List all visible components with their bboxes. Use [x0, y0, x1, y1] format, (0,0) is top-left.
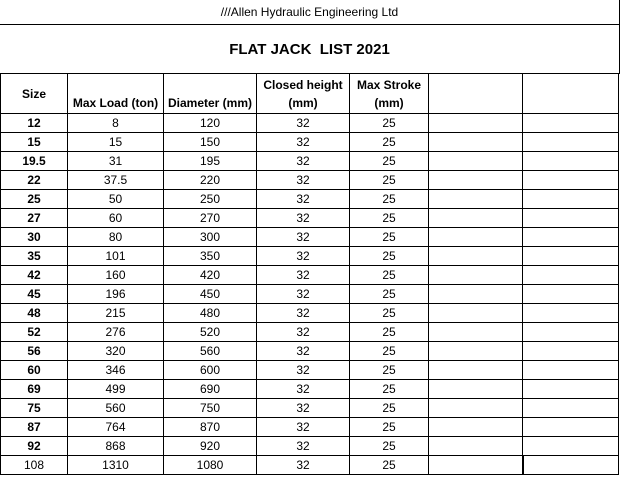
cell-diameter[interactable]: 220 — [164, 171, 257, 190]
column-header-diameter[interactable]: Diameter (mm) — [164, 74, 257, 114]
table-row — [1, 361, 619, 380]
cell-size[interactable]: 19.5 — [1, 152, 68, 171]
cell-closed-height[interactable]: 32 — [257, 171, 350, 190]
cell-diameter[interactable]: 450 — [164, 285, 257, 304]
cell-closed-height[interactable]: 32 — [257, 190, 350, 209]
closed-height-label: Closed height — [263, 77, 343, 92]
cell-max-load[interactable]: 215 — [68, 304, 164, 323]
cell-size[interactable]: 75 — [1, 399, 68, 418]
cell-max-stroke[interactable]: 25 — [350, 190, 429, 209]
cell-closed-height[interactable]: 32 — [257, 380, 350, 399]
cell-max-load[interactable]: 868 — [68, 437, 164, 456]
cell-closed-height[interactable]: 32 — [257, 247, 350, 266]
cell-size[interactable]: 69 — [1, 380, 68, 399]
table-row — [1, 456, 619, 475]
table-row — [1, 323, 619, 342]
cell-closed-height[interactable]: 32 — [257, 399, 350, 418]
cell-max-load[interactable]: 8 — [68, 114, 164, 133]
cell-closed-height[interactable]: 32 — [257, 133, 350, 152]
company-name: ///Allen Hydraulic Engineering Ltd — [0, 0, 620, 25]
cell-empty[interactable] — [523, 361, 619, 380]
cell-closed-height[interactable]: 32 — [257, 456, 350, 475]
cell-empty[interactable] — [429, 380, 523, 399]
cell-max-stroke[interactable]: 25 — [350, 133, 429, 152]
cell-empty[interactable] — [429, 361, 523, 380]
cell-empty[interactable] — [429, 133, 523, 152]
table-body — [1, 114, 619, 475]
cell-size[interactable]: 108 — [1, 456, 68, 475]
cell-closed-height[interactable]: 32 — [257, 152, 350, 171]
cell-empty[interactable] — [523, 228, 619, 247]
cell-size[interactable]: 87 — [1, 418, 68, 437]
cell-size[interactable]: 12 — [1, 114, 68, 133]
cell-empty[interactable] — [429, 171, 523, 190]
table-row — [1, 418, 619, 437]
cell-empty[interactable] — [523, 133, 619, 152]
cell-empty[interactable] — [523, 114, 619, 133]
table-row — [1, 114, 619, 133]
cell-size[interactable]: 60 — [1, 361, 68, 380]
table-row — [1, 152, 619, 171]
cell-max-stroke[interactable]: 25 — [350, 228, 429, 247]
cell-max-load[interactable]: 37.5 — [68, 171, 164, 190]
cell-empty[interactable] — [523, 209, 619, 228]
cell-empty[interactable] — [523, 418, 619, 437]
cell-diameter[interactable]: 1080 — [164, 456, 257, 475]
cell-diameter[interactable]: 920 — [164, 437, 257, 456]
cell-diameter[interactable]: 690 — [164, 380, 257, 399]
cell-max-stroke[interactable]: 25 — [350, 380, 429, 399]
column-header-size[interactable]: Size — [1, 74, 68, 114]
cell-diameter[interactable]: 350 — [164, 247, 257, 266]
cell-max-load[interactable]: 346 — [68, 361, 164, 380]
cell-empty[interactable] — [523, 342, 619, 361]
cell-max-stroke[interactable]: 25 — [350, 114, 429, 133]
cell-empty[interactable] — [523, 247, 619, 266]
cell-closed-height[interactable]: 32 — [257, 228, 350, 247]
cell-empty[interactable] — [429, 247, 523, 266]
cell-max-stroke[interactable]: 25 — [350, 171, 429, 190]
cell-closed-height[interactable]: 32 — [257, 266, 350, 285]
cell-max-load[interactable]: 80 — [68, 228, 164, 247]
cell-empty[interactable] — [523, 304, 619, 323]
table-row — [1, 266, 619, 285]
cell-max-stroke[interactable]: 25 — [350, 152, 429, 171]
cell-max-stroke[interactable]: 25 — [350, 209, 429, 228]
cell-diameter[interactable]: 520 — [164, 323, 257, 342]
cell-max-load[interactable]: 764 — [68, 418, 164, 437]
cell-max-stroke[interactable]: 25 — [350, 247, 429, 266]
cell-size[interactable]: 45 — [1, 285, 68, 304]
cell-closed-height[interactable]: 32 — [257, 304, 350, 323]
cell-empty[interactable] — [523, 285, 619, 304]
column-header-max-stroke[interactable] — [350, 74, 429, 114]
cell-empty[interactable] — [429, 437, 523, 456]
cell-closed-height[interactable]: 32 — [257, 361, 350, 380]
max-stroke-unit: (mm) — [374, 95, 404, 110]
cell-max-load[interactable]: 60 — [68, 209, 164, 228]
cell-empty[interactable] — [429, 285, 523, 304]
table-row — [1, 247, 619, 266]
cell-empty[interactable] — [429, 152, 523, 171]
cell-max-load[interactable]: 31 — [68, 152, 164, 171]
table-row — [1, 285, 619, 304]
cell-max-load[interactable]: 196 — [68, 285, 164, 304]
header-row — [1, 74, 619, 114]
cell-empty[interactable] — [523, 437, 619, 456]
cell-empty[interactable] — [523, 380, 619, 399]
cell-diameter[interactable]: 195 — [164, 152, 257, 171]
table-row — [1, 190, 619, 209]
column-header-empty-1[interactable] — [429, 74, 523, 114]
cell-empty[interactable] — [523, 152, 619, 171]
cell-empty[interactable] — [429, 323, 523, 342]
cell-size[interactable]: 52 — [1, 323, 68, 342]
cell-max-load[interactable]: 50 — [68, 190, 164, 209]
cell-max-load[interactable]: 1310 — [68, 456, 164, 475]
cell-max-stroke[interactable]: 25 — [350, 304, 429, 323]
cell-empty[interactable] — [523, 399, 619, 418]
cell-max-stroke[interactable]: 25 — [350, 323, 429, 342]
cell-empty[interactable] — [429, 399, 523, 418]
max-stroke-label: Max Stroke — [356, 77, 422, 92]
cell-max-load[interactable]: 320 — [68, 342, 164, 361]
list-title: FLAT JACK LIST 2021 — [0, 25, 620, 74]
table-row — [1, 342, 619, 361]
table-row — [1, 380, 619, 399]
cell-diameter[interactable]: 480 — [164, 304, 257, 323]
cell-diameter[interactable]: 300 — [164, 228, 257, 247]
cell-max-stroke[interactable]: 25 — [350, 285, 429, 304]
cell-size[interactable]: 30 — [1, 228, 68, 247]
cell-diameter[interactable]: 560 — [164, 342, 257, 361]
cell-empty[interactable] — [429, 418, 523, 437]
cell-closed-height[interactable]: 32 — [257, 285, 350, 304]
table-row — [1, 133, 619, 152]
cell-max-stroke[interactable]: 25 — [350, 266, 429, 285]
cell-diameter[interactable]: 150 — [164, 133, 257, 152]
table-row — [1, 228, 619, 247]
cell-size[interactable]: 35 — [1, 247, 68, 266]
cell-empty[interactable] — [523, 323, 619, 342]
cell-closed-height[interactable]: 32 — [257, 114, 350, 133]
table-row — [1, 437, 619, 456]
cell-empty[interactable] — [523, 266, 619, 285]
column-header-closed-height[interactable] — [257, 74, 350, 114]
column-header-max-load[interactable]: Max Load (ton) — [68, 74, 164, 114]
table-row — [1, 399, 619, 418]
cell-size[interactable]: 48 — [1, 304, 68, 323]
closed-height-unit: (mm) — [288, 95, 318, 110]
cell-diameter[interactable]: 120 — [164, 114, 257, 133]
cell-max-stroke[interactable]: 25 — [350, 418, 429, 437]
cell-diameter[interactable]: 270 — [164, 209, 257, 228]
cell-size[interactable]: 22 — [1, 171, 68, 190]
cell-closed-height[interactable]: 32 — [257, 323, 350, 342]
cell-empty[interactable] — [429, 266, 523, 285]
cell-max-stroke[interactable]: 25 — [350, 361, 429, 380]
cell-empty[interactable] — [523, 190, 619, 209]
cell-size[interactable]: 42 — [1, 266, 68, 285]
column-header-empty-2[interactable] — [523, 74, 619, 114]
cell-closed-height[interactable]: 32 — [257, 342, 350, 361]
cell-empty[interactable] — [429, 228, 523, 247]
cell-diameter[interactable]: 750 — [164, 399, 257, 418]
cell-diameter[interactable]: 600 — [164, 361, 257, 380]
cell-max-load[interactable]: 15 — [68, 133, 164, 152]
cell-empty[interactable] — [429, 342, 523, 361]
cell-empty[interactable] — [429, 209, 523, 228]
cell-empty[interactable] — [429, 190, 523, 209]
cell-max-load[interactable]: 499 — [68, 380, 164, 399]
cell-max-load[interactable]: 160 — [68, 266, 164, 285]
cell-size[interactable]: 15 — [1, 133, 68, 152]
table-row — [1, 304, 619, 323]
cell-size[interactable]: 27 — [1, 209, 68, 228]
cell-empty[interactable] — [429, 304, 523, 323]
cell-closed-height[interactable]: 32 — [257, 418, 350, 437]
cell-empty[interactable] — [429, 456, 523, 475]
cell-max-stroke[interactable]: 25 — [350, 456, 429, 475]
cell-max-load[interactable]: 101 — [68, 247, 164, 266]
cell-max-stroke[interactable]: 25 — [350, 399, 429, 418]
cell-max-stroke[interactable]: 25 — [350, 437, 429, 456]
cell-size[interactable]: 56 — [1, 342, 68, 361]
cell-size[interactable]: 25 — [1, 190, 68, 209]
table-row — [1, 171, 619, 190]
cell-diameter[interactable]: 420 — [164, 266, 257, 285]
cell-max-load[interactable]: 560 — [68, 399, 164, 418]
cell-closed-height[interactable]: 32 — [257, 209, 350, 228]
cell-max-stroke[interactable]: 25 — [350, 342, 429, 361]
cell-max-load[interactable]: 276 — [68, 323, 164, 342]
cell-diameter[interactable]: 870 — [164, 418, 257, 437]
cell-diameter[interactable]: 250 — [164, 190, 257, 209]
flat-jack-table — [0, 73, 619, 475]
cell-closed-height[interactable]: 32 — [257, 437, 350, 456]
cell-empty[interactable] — [523, 456, 619, 475]
cell-size[interactable]: 92 — [1, 437, 68, 456]
cell-empty[interactable] — [429, 114, 523, 133]
cell-empty[interactable] — [523, 171, 619, 190]
table-row — [1, 209, 619, 228]
